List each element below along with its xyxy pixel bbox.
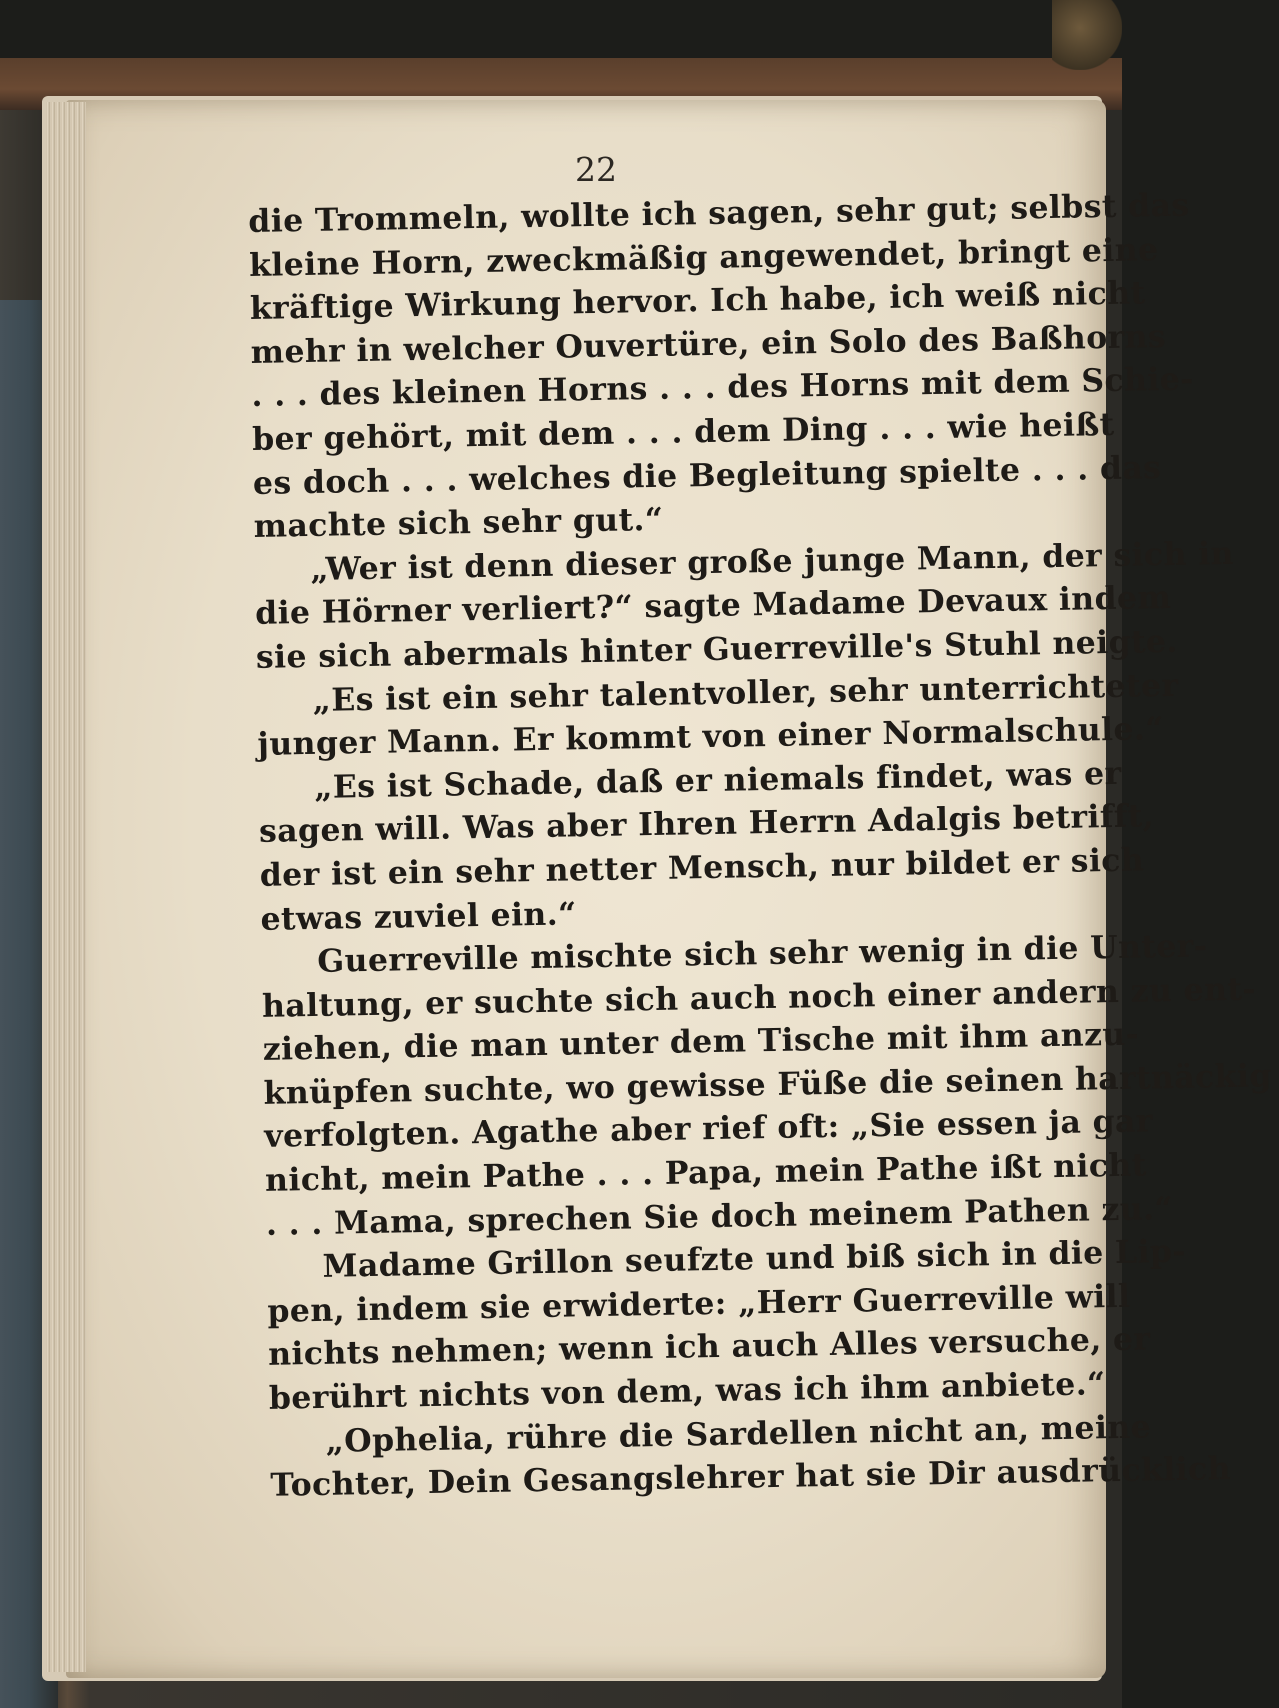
text-line: verfolgten. Agathe aber rief oft: „Sie essen ja gar: [264, 1102, 1154, 1156]
text-line: der ist ein sehr netter Mensch, nur bildet er sich: [259, 841, 1145, 894]
text-line: die Hörner verliert?“ sagte Madame Devaux indem: [254, 579, 1172, 633]
text-line: nichts nehmen; wenn ich auch Alles versuche, er: [267, 1320, 1151, 1374]
text-line: junger Mann. Er kommt von einer Normalschule.“: [257, 710, 1165, 764]
text-line: „Es ist Schade, daß er niemals findet, was er: [313, 754, 1122, 806]
text-line: es doch . . . welches die Begleitung spielte . . . das: [252, 448, 1162, 502]
text-line: knüpfen suchte, wo gewisse Füße die seinen hartnäckig: [263, 1057, 1273, 1112]
text-line: etwas zuviel ein.“: [260, 894, 577, 938]
text-line: kleine Horn, zweckmäßig angewendet, bringt eine: [248, 230, 1159, 284]
page-text: [248, 185, 1273, 1507]
text-line: mehr in welcher Ouvertüre, ein Solo des Baßhorns: [250, 317, 1167, 371]
text-line: die Trommeln, wollte ich sagen, sehr gut; selbst das: [248, 186, 1190, 240]
text-line: sie sich abermals hinter Guerreville's Stuhl neigte.: [255, 622, 1179, 676]
text-line: pen, indem sie erwiderte: „Herr Guerreville will: [267, 1277, 1131, 1330]
text-line: ber gehört, mit dem . . . dem Ding . . . wie heißt: [251, 405, 1115, 458]
page-number: 22: [575, 150, 617, 189]
text-line: haltung, er suchte sich auch noch einer andern zu ent-: [261, 970, 1257, 1025]
text-line: kräftige Wirkung hervor. Ich habe, ich weiß nicht: [249, 274, 1146, 328]
text-line: sagen will. Was aber Ihren Herrn Adalgis betrifft,: [258, 797, 1155, 851]
text-line: Guerreville mischte sich sehr wenig in die Unter-: [316, 927, 1208, 980]
text-line: Madame Grillon seufzte und biß sich in die Lip-: [322, 1233, 1187, 1286]
text-line: Tochter, Dein Gesangslehrer hat sie Dir ausdrücklich: [270, 1450, 1232, 1505]
text-line: berührt nichts von dem, was ich ihm anbiete.“: [268, 1365, 1106, 1417]
text-line: „Es ist ein sehr talentvoller, sehr unterrichteter: [312, 666, 1179, 719]
text-line: . . . des kleinen Horns . . . des Horns mit dem Schie-: [251, 360, 1194, 415]
page-edges: [46, 102, 86, 1672]
text-line: „Ophelia, rühre die Sardellen nicht an, meine: [325, 1408, 1152, 1460]
text-line: „Wer ist denn dieser große junge Mann, der sich in: [310, 534, 1235, 588]
text-line: machte sich sehr gut.“: [253, 500, 664, 546]
text-line: . . . Mama, sprechen Sie doch meinem Pathen zu.“: [265, 1189, 1174, 1243]
text-line: nicht, mein Pathe . . . Papa, mein Pathe ißt nicht: [264, 1146, 1147, 1199]
bookmark-ribbon: [1052, 0, 1122, 70]
text-line: ziehen, die man unter dem Tische mit ihm anzu-: [262, 1015, 1140, 1069]
